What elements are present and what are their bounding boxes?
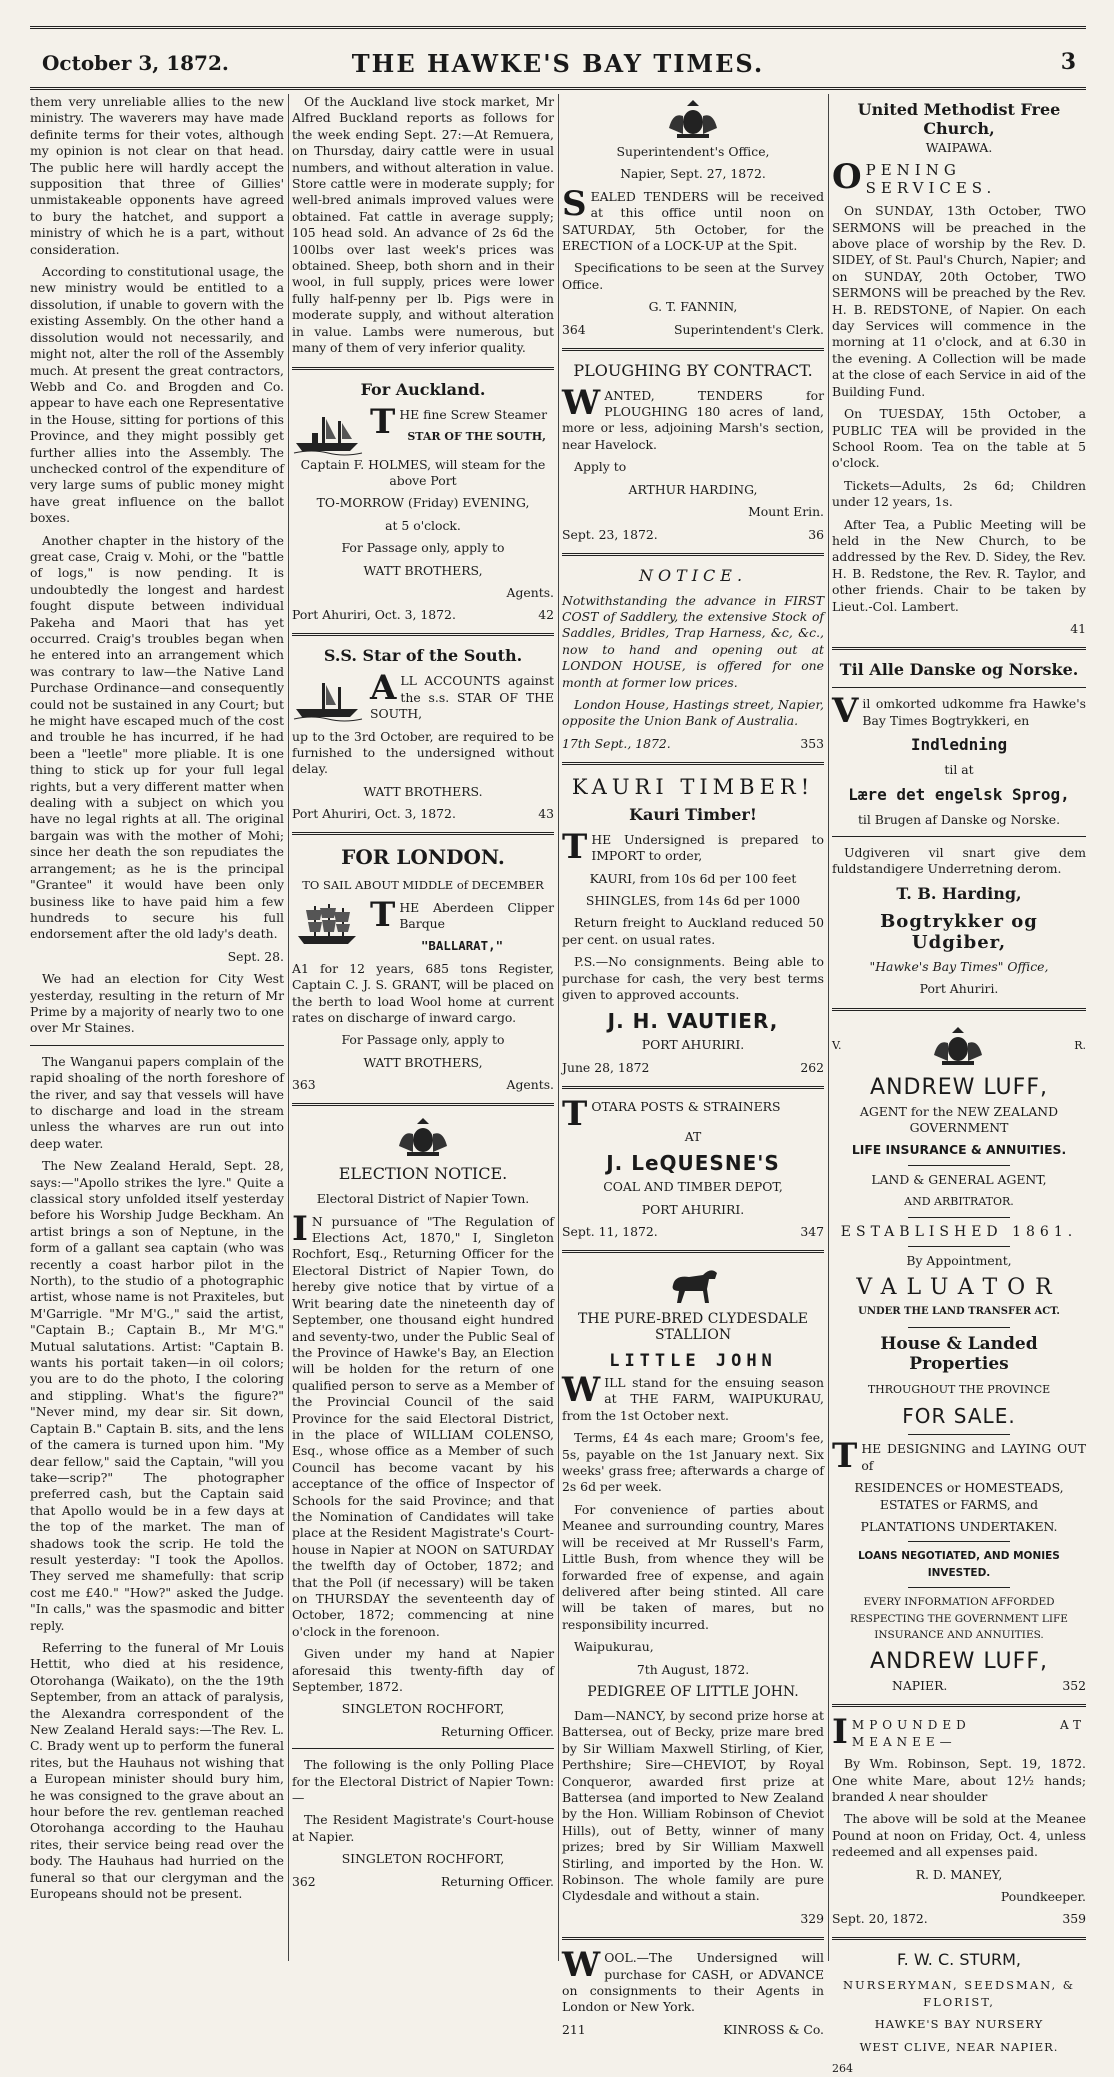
advert-footer: Sept. 11, 1872. (562, 1224, 658, 1240)
sturm-advert (832, 1950, 1086, 2077)
advert-text: Captain F. HOLMES, will steam for the above Port (300, 456, 546, 488)
signatory-role: Returning Officer. (440, 1873, 554, 1889)
advert-text: Apply to (574, 459, 627, 475)
signatory-role: Superintendent's Clerk. (674, 321, 824, 337)
advert-number: 362 (292, 1873, 316, 1889)
article-paragraph: We had an election for City West yesterday, resulting in the return of Mr Prime by a majority of nearly two to one over Mr Staines. (30, 971, 284, 1036)
advert-heading: NOTICE. (638, 565, 748, 585)
advert-text: For convenience of parties about Meanee and surrounding country, Mares will be received at Mr Russell's Farm, Little Bush, from whence they will be forwarded free of expense, and again delivered after being stinted. All care will be taken of mares, but no responsibility incurred. (562, 1501, 824, 1632)
column-divider (288, 94, 289, 1961)
advert-text: OOL.—The Undersigned will purchase for CASH, or ADVANCE on consignments to their Agents in London or New York. (562, 1950, 824, 2015)
divider (832, 687, 1086, 688)
column-4 (832, 94, 1086, 2076)
wool-advert (562, 1945, 824, 2038)
advert-text: AT (684, 1128, 702, 1144)
advert-heading: PLOUGHING BY CONTRACT. (573, 360, 813, 380)
notice-text: Napier, Sept. 27, 1872. (620, 166, 766, 182)
advert-footer: 17th Sept., 1872. (562, 735, 671, 751)
divider (562, 1250, 824, 1253)
valuator-title: VALUATOR (856, 1275, 1062, 1301)
stallion-advert (562, 1263, 824, 1927)
horse-icon (663, 1263, 723, 1305)
advert-number: 43 (538, 806, 554, 822)
saddlery-notice (562, 566, 824, 752)
advert-text: EVERY INFORMATION AFFORDED RESPECTING THE GOVERNMENT LIFE INSURANCE AND ANNUITIES. (850, 1596, 1068, 1641)
advert-footer: Port Ahuriri, Oct. 3, 1872. (292, 806, 456, 822)
london-advert (292, 845, 554, 1093)
advert-text: Return freight to Auckland reduced 50 per cent. on usual rates. (562, 915, 824, 947)
advert-text: ILL stand for the ensuing season at THE FARM, WAIPUKURAU, from the 1st October next. (562, 1375, 824, 1423)
column-2 (292, 94, 554, 1961)
advert-number: 262 (800, 1059, 824, 1075)
advert-number: 42 (538, 607, 554, 623)
advert-footer: June 28, 1872 (562, 1059, 650, 1075)
pedigree-text: Dam—NANCY, by second prize horse at Battersea, out of Becky, prize mare bred by Sir William Maxwell Stirling, of Kier, Perthshire; Sire—CHEVIOT, by Royal Conqueror, awarded first prize at Battersea (and imported to New Zealand by the Hon. William Robinson of Cheviot Hills), out of Betty, winner of many prizes; bred by Sir William Maxwell Stirling, and imported by the Hon. W. Robinson. The whole family are pure Clydesdale and without a stain. (562, 1707, 824, 1904)
column-3 (562, 94, 824, 2037)
drop-cap: S (562, 183, 587, 224)
drop-cap: T (370, 401, 396, 442)
advert-text: By Appointment, (906, 1253, 1012, 1269)
notice-text: Superintendent's Office, (616, 144, 770, 159)
royal-crest-icon (663, 98, 723, 140)
advert-heading: For Auckland. (360, 379, 486, 399)
danish-advert (832, 660, 1086, 997)
advert-text: HE Undersigned is prepared to IMPORT to order, (591, 831, 824, 864)
divider (292, 633, 554, 636)
advert-text: HE Aberdeen Clipper Barque (399, 899, 554, 931)
article-paragraph: The New Zealand Herald, Sept. 28, says:—"Apollo strikes the lyre." Quite a classical story unfolded itself yesterday before his Worship Judge Beckham. An artist brings a son of Neptune, in the form of a gallant sea captain (who was recently a coast harbor pilot in the North), to the studio of a photographic artist, whose name is not Praxiteles, but M'Garrigle. "Mr M'G.," said the artist, "Captain B.; Captain B., Mr M'G." Mutual salutations. Artist: "Captain B. wants his portait taken—in oil colors; you are to do the photo, I the coloring and stippling. What's the figure?" "Never mind, my dear sir. Sit down, Captain B." Captain B. sits, and the lens of the camera is turned upon him. "My dear fellow," said the Captain, "will you take—scrip?" The photographer preferred cash, but the Captain said that Apollo would be in a few days at the top of the market. The man of shadows took the scrip. He told the result yesterday: "I took the Apollos. They served me shamefully: that scrip cost me £40." "How?" asked the Judge. "In calls," was the spasmodic and bitter reply. (30, 1158, 284, 1633)
drop-cap: W (562, 1945, 601, 1986)
notice-text: The Resident Magistrate's Court-house at Napier. (292, 1812, 554, 1844)
advert-text: Terms, £4 4s each mare; Groom's fee, 5s, payable on the 1st January next. Six weeks' grass free; afterwards a charge of 2s 6d per week. (562, 1430, 824, 1495)
advert-text: COAL AND TIMBER DEPOT, (603, 1179, 783, 1195)
advert-text: HAWKE'S BAY NURSERY (874, 2017, 1044, 2032)
advert-number: 363 (292, 1077, 316, 1093)
advertiser-name: J. LeQUESNE'S (606, 1151, 780, 1176)
article-paragraph: them very unreliable allies to the new ministry. The waverers may have made definite terms for their votes, although my opinion is not clear on that head. The public here will hardly accept the supposition that three of Gillies' unmistakeable opponents have agreed to bury the hatchet, and support a ministry of which he is a part, without consideration. (30, 94, 284, 257)
advert-heading: House & Landed Properties (880, 1333, 1038, 1374)
advert-footer: Port Ahuriri, Oct. 3, 1872. (292, 607, 456, 623)
kauri-advert (562, 775, 824, 1076)
advertiser-name: KINROSS & Co. (723, 2021, 824, 2037)
notice-text: The following is the only Polling Place for the Electoral District of Napier Town:— (292, 1757, 554, 1806)
clipper-ship-icon (292, 902, 364, 948)
stallion-name: LITTLE JOHN (609, 1351, 777, 1372)
article-paragraph: The Wanganui papers complain of the rapid shoaling of the north foreshore of the river, and say that vessels will have to discharge and load in the stream unless the wharves are run out into deep water. (30, 1053, 284, 1151)
drop-cap: T (562, 1093, 588, 1134)
divider (832, 1937, 1086, 1940)
divider (832, 647, 1086, 650)
advert-text: til Brugen af Danske og Norske. (857, 811, 1061, 827)
ship-name: STAR OF THE SOUTH, (407, 429, 546, 443)
advert-footer: Sept. 23, 1872. (562, 526, 658, 542)
auckland-advert (292, 380, 554, 624)
divider (30, 1045, 284, 1046)
advert-heading: FOR LONDON. (341, 845, 505, 870)
advert-title: PENING SERVICES. (865, 161, 997, 197)
divider (832, 836, 1086, 837)
advert-text: 7th August, 1872. (636, 1661, 750, 1677)
advert-number: 359 (1062, 1911, 1086, 1927)
advert-text: A1 for 12 years, 685 tons Register, Captain C. J. S. GRANT, will be placed on the berth to load Wool home at current rates on discharge of inward cargo. (292, 960, 554, 1026)
divider (292, 1103, 554, 1106)
advert-text: LIFE INSURANCE & ANNUITIES. (851, 1142, 1067, 1158)
methodist-advert (832, 100, 1086, 637)
advertiser-name: ANDREW LUFF, (870, 1649, 1048, 1675)
advert-heading: FOR SALE. (902, 1404, 1016, 1429)
advert-footer: Sept. 20, 1872. (832, 1911, 928, 1927)
advertiser-place: PORT AHURIRI. (641, 1201, 745, 1217)
divider (832, 1704, 1086, 1707)
advert-heading: OTARA POSTS & STRAINERS (591, 1098, 781, 1114)
advert-number: 329 (800, 1910, 824, 1926)
advert-number: 41 (1070, 620, 1086, 636)
advert-text: LOANS NEGOTIATED, AND MONIES INVESTED. (858, 1550, 1060, 1579)
advert-text: London House, Hastings street, Napier, opposite the Union Bank of Australia. (562, 696, 824, 729)
advert-text: HE DESIGNING and LAYING OUT of (861, 1441, 1086, 1473)
crest-letter: R. (1074, 1039, 1086, 1053)
crest-letter: V. (832, 1039, 842, 1053)
drop-cap: A (370, 668, 397, 709)
advert-text: THROUGHOUT THE PROVINCE (867, 1382, 1051, 1396)
advert-text: UNDER THE LAND TRANSFER ACT. (858, 1306, 1060, 1318)
signatory: G. T. FANNIN, (648, 299, 738, 315)
livestock-report: Of the Auckland live stock market, Mr Alfred Buckland reports as follows for the week ending Sept. 27:—At Remuera, on Thursday, dairy cattle were in usual numbers, and without alteration in value. Store cattle were in moderate supply; for well-bred animals improved values were obtained. Fat cattle in average supply; 105 head sold. An advance of 2s 6d the 100lbs over last week's prices was obtained. Sheep, both shorn and in their wool, in full supply, prices were lower fully half-penny per lb. Pigs were in moderate supply, and without alteration in value. Lambs were numerous, but many of them of very inferior quality. (292, 94, 554, 356)
divider (292, 832, 554, 835)
advert-text: Notwithstanding the advance in FIRST COST of Saddlery, the extensive Stock of Saddles, Bridles, Trap Harness, &c, &c., now to hand and opening out at LONDON HOUSE, is offered for one month at former low prices. (562, 592, 824, 690)
royal-crest-icon (393, 1116, 453, 1158)
issue-date: October 3, 1872. (42, 51, 229, 75)
price-line: SHINGLES, from 14s 6d per 1000 (585, 892, 801, 908)
ship-name: "BALLARAT," (420, 938, 504, 954)
page-number: 3 (1060, 49, 1076, 75)
signatory-role: Poundkeeper. (1000, 1889, 1086, 1904)
advertiser-name: ANDREW LUFF, (870, 1074, 1048, 1100)
advert-text: AGENT for the NEW ZEALAND GOVERNMENT (859, 1103, 1059, 1136)
advert-text: For Passage only, apply to (341, 540, 505, 556)
impound-notice (832, 1712, 1086, 1927)
advert-text: RESIDENCES or HOMESTEADS, ESTATES or FARMS, and (854, 1480, 1064, 1512)
advert-heading: S.S. Star of the South. (323, 646, 523, 666)
advert-heading: KAURI TIMBER! (571, 774, 815, 799)
publisher-name: T. B. Harding, (896, 883, 1022, 903)
divider (562, 553, 824, 556)
article-dateline: Sept. 28. (227, 948, 284, 964)
notice-text: Given under my hand at Napier aforesaid this twenty-fifth day of September, 1872. (292, 1646, 554, 1695)
agent-role: Agents. (506, 584, 554, 600)
agent-name: WATT BROTHERS. (363, 783, 483, 799)
totara-advert (562, 1093, 824, 1240)
advert-subheading: Kauri Timber! (629, 804, 757, 824)
divider (908, 1165, 1010, 1166)
notice-text: N pursuance of "The Regulation of Elections Act, 1870," I, Singleton Rochfort, Esq., Returning Officer for the Electoral District of Napier Town, do hereby give notice that by virtue of a Writ bearing date the nineteenth day of September, one thousand eight hundred and seventy-two, under the Public Seal of the Province of Hawke's Bay, an Election will be holden for the return of one qualified person to serve as a Member of the Provincial Council of the said Province for the said Electoral District, in the place of WILLIAM COLENSO, Esq., whose office as a Member of such Council has become vacant by his acceptance of the office of Inspector of Schools for the said Province; and that the Nomination of Candidates will take place at the Resident Magistrate's Court-house in Napier at NOON on SATURDAY the twelfth day of October, 1872; and that the Poll (if necessary) will be taken on THURSDAY the seventeenth day of October, 1872; commencing at nine o'clock in the forenoon. (292, 1213, 554, 1639)
advert-text: TO-MORROW (Friday) EVENING, (316, 495, 530, 511)
divider (908, 1587, 1010, 1588)
column-divider (828, 94, 829, 1961)
advert-number: 211 (562, 2021, 586, 2037)
advertiser-place: Mount Erin. (748, 504, 824, 520)
advert-subheading: TO SAIL ABOUT MIDDLE of DECEMBER (302, 878, 544, 893)
drop-cap: O (832, 157, 862, 198)
advert-heading: Til Alle Danske og Norske. (839, 660, 1079, 680)
election-notice (292, 1116, 554, 1889)
divider (908, 1327, 1010, 1328)
advertiser-place: NAPIER. (892, 1678, 948, 1694)
advertiser-name: ARTHUR HARDING, (628, 481, 758, 497)
signatory-role: Returning Officer. (440, 1723, 554, 1739)
drop-cap: V (832, 691, 859, 732)
notice-text: EALED TENDERS will be received at this office until noon on SATURDAY, 5th October, for the ERECTION of a LOCK-UP at the Spit. (562, 188, 824, 254)
notice-text: The above will be sold at the Meanee Pound at noon on Friday, Oct. 4, unless redeemed and all expenses paid. (832, 1811, 1086, 1860)
column-1 (30, 94, 284, 1961)
signatory: SINGLETON ROCHFORT, (341, 1701, 505, 1717)
advertiser-name: F. W. C. STURM, (897, 1950, 1021, 1970)
column-divider (558, 94, 559, 1961)
advert-subheading: WAIPAWA. (925, 140, 993, 155)
advert-text: ANTED, TENDERS for PLOUGHING 180 acres of land, more or less, adjoining Marsh's section, near Havelock. (562, 387, 824, 452)
advert-number: 347 (800, 1224, 824, 1240)
notice-text: Specifications to be seen at the Survey Office. (562, 260, 824, 292)
advert-number: 264 (832, 2062, 853, 2076)
masthead (30, 26, 1086, 90)
divider (908, 1541, 1010, 1542)
agent-name: WATT BROTHERS, (363, 562, 483, 578)
advert-number: 364 (562, 321, 586, 337)
advert-text: Tickets—Adults, 2s 6d; Children under 12 years, 1s. (832, 477, 1086, 510)
divider (908, 1217, 1010, 1218)
star-south-advert (292, 646, 554, 822)
advert-text: NURSERYMAN, SEEDSMAN, & FLORIST, (842, 1978, 1076, 2009)
advert-text: P.S.—No consignments. Being able to purchase for cash, the very best terms given to approved accounts. (562, 954, 824, 1002)
newspaper-title: THE HAWKE'S BAY TIMES. (351, 49, 765, 78)
advert-heading: THE PURE-BRED CLYDESDALE STALLION (578, 1311, 808, 1344)
divider (562, 1086, 824, 1089)
luff-advert (832, 1021, 1086, 1695)
advert-text: WEST CLIVE, NEAR NAPIER. (859, 2039, 1059, 2054)
book-title: Indledning (910, 735, 1008, 755)
drop-cap: W (562, 1370, 601, 1411)
drop-cap: W (562, 382, 601, 423)
advert-text: AND ARBITRATOR. (904, 1195, 1014, 1209)
agent-role: Agents. (506, 1077, 554, 1093)
article-paragraph: Referring to the funeral of Mr Louis Hettit, who died at his residence, Otorohanga (Waikato), on the the 19th September, from an attack of paralysis, the Alexandra correspondent of the New Zealand Herald says:—The Rev. L. C. Brady went up to perform the funeral rites, but the Hauhaus not wishing that a European minister should bury him, he was consigned to the grave about an hour before the rev. gentleman reached Otorohanga according to the Hauhau rites, their service being read over the body. The Hauhaus had hurried on the funeral so that our clergyman and the Europeans should not be present. (30, 1639, 284, 1902)
advertiser-place: PORT AHURIRI. (641, 1037, 745, 1053)
advert-text: For Passage only, apply to (341, 1032, 505, 1048)
ploughing-advert (562, 361, 824, 543)
agent-name: WATT BROTHERS, (363, 1054, 483, 1070)
advert-text: il omkorted udkomme fra Hawke's Bay Times Bogtrykkeri, en (862, 696, 1086, 728)
divider (562, 1937, 824, 1940)
steamship-icon (292, 675, 364, 721)
divider (562, 762, 824, 765)
article-paragraph: Another chapter in the history of the great case, Craig v. Mohi, or the "battle of logs," is now pending. It is undoubtedly the longest and hardest fought dispute between individual Pakeha and Maori that has yet occurred. Craig's troubles began when he entered into an arrangement which was contrary to law—the Native Land Purchase Ordinance—and consequently could not be sustained in any Court; but he might have escaped much of the cost and trouble he has incurred, if he had been a "leetle" more pliable. It is one thing to stick up for your full legal rights, but a very different matter when dealing with a subject on which you have no legal rights at all. The original bargain was with the mother of Mohi; since her death the son repudiates the arrangement; as he is the principal "Grantee" it would have been only business like to have paid him a few hundreds to secure his full endorsement after the old lady's death. (30, 532, 284, 942)
notice-heading: ELECTION NOTICE. (338, 1164, 508, 1184)
drop-cap: T (832, 1436, 858, 1477)
royal-crest-icon (928, 1025, 988, 1067)
advert-text: After Tea, a Public Meeting will be held in the New Church, to be addressed by the Rev. D. Sidey, the Rev. H. B. Redstone, the Rev. R. Taylor, and other friends. Chair to be taken by Lieut.-Col. Lambert. (832, 516, 1086, 614)
advert-text: On SUNDAY, 13th October, TWO SERMONS will be preached in the above place of worship by the Rev. D. SIDEY, of St. Paul's Church, Napier; and on SUNDAY, 20th October, TWO SERMONS will be preached by the Rev. H. B. REDSTONE, of Napier. On each day Services will commence in the morning at 11 o'clock, and at 6.30 in the evening. A Collection will be made at the close of each Service in aid of the Building Fund. (832, 203, 1086, 399)
notice-subheading: Electoral District of Napier Town. (316, 1191, 530, 1207)
divider (908, 1246, 1010, 1247)
divider (562, 348, 824, 351)
divider (908, 1434, 1010, 1435)
advert-text: at 5 o'clock. (385, 517, 461, 533)
drop-cap: T (370, 894, 396, 935)
divider (292, 367, 554, 370)
divider (832, 1008, 1086, 1011)
advert-text: LAND & GENERAL AGENT, (871, 1171, 1047, 1187)
signatory: SINGLETON ROCHFORT, (341, 1851, 505, 1867)
advert-text: Waipukurau, (574, 1639, 654, 1655)
drop-cap: I (832, 1712, 848, 1753)
pedigree-heading: PEDIGREE OF LITTLE JOHN. (587, 1683, 799, 1700)
advert-number: 352 (1062, 1678, 1086, 1694)
signatory: R. D. MANEY, (915, 1866, 1003, 1882)
book-title: Lære det engelsk Sprog, (848, 784, 1070, 804)
advert-text: Udgiveren vil snart give dem fuldstandigere Underretning derom. (832, 845, 1086, 877)
notice-heading: MPOUNDED AT MEANEE— (851, 1718, 1086, 1749)
advert-text: ESTABLISHED 1861. (840, 1223, 1078, 1240)
publisher-role: Bogtrykker og Udgiber, (880, 910, 1038, 953)
tender-notice (562, 98, 824, 338)
advert-text: up to the 3rd October, are required to be furnished to the undersigned without delay. (292, 728, 554, 777)
advert-heading: United Methodist Free Church, (857, 100, 1061, 138)
advert-text: Port Ahuriri. (919, 981, 999, 997)
advert-text: LL ACCOUNTS against the s.s. STAR OF THE SOUTH, (370, 673, 554, 722)
advert-text: "Hawke's Bay Times" Office, (869, 958, 1049, 974)
advert-number: 353 (800, 735, 824, 751)
advert-text: PLANTATIONS UNDERTAKEN. (860, 1518, 1058, 1534)
divider (292, 1748, 554, 1749)
notice-text: By Wm. Robinson, Sept. 19, 1872. One white Mare, about 12½ hands; branded ⅄ near shoulder (832, 1756, 1086, 1804)
price-line: KAURI, from 10s 6d per 100 feet (589, 870, 797, 886)
drop-cap: T (562, 826, 588, 867)
article-paragraph: According to constitutional usage, the new ministry would be entitled to a dissolution, if unable to govern with the existing Assembly. On the other hand a dissolution would not necessarily, and might not, alter the roll of the Assembly much. At present the great contractors, Webb and Co. and Brogden and Co. appear to have each one Representative in the House, sitting for portions of this Province, and they might possibly get further allies into the Assembly. The unchecked control of the expenditure of very large sums of public money might have great influence on the ballot boxes. (30, 264, 284, 526)
advert-number: 36 (808, 526, 824, 542)
advert-text: HE fine Screw Steamer (399, 406, 548, 422)
drop-cap: I (292, 1208, 308, 1249)
steamship-icon (292, 409, 364, 455)
advertiser-name: J. H. VAUTIER, (607, 1009, 779, 1034)
advert-text: til at (944, 762, 974, 778)
advert-text: On TUESDAY, 15th October, a PUBLIC TEA will be provided in the School Room. Tea on the table at 5 o'clock. (832, 406, 1086, 471)
